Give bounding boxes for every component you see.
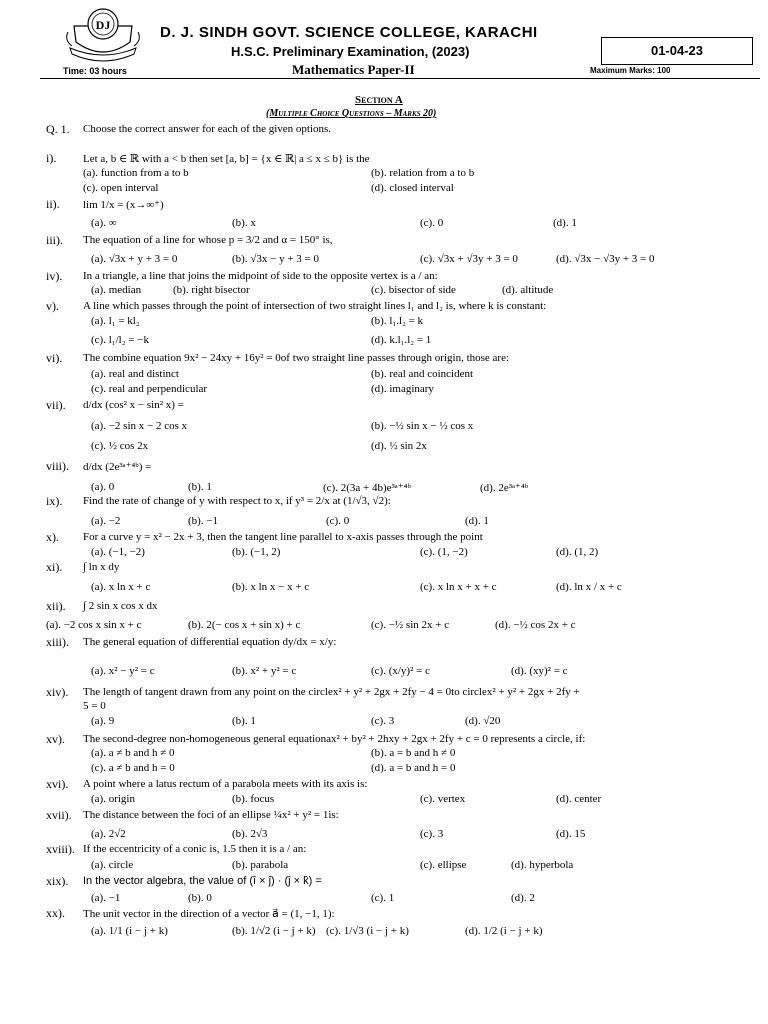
option-c: (c). 3 (371, 715, 395, 727)
question-number: vi). (46, 351, 63, 365)
option-a: (a). √3x + y + 3 = 0 (91, 253, 178, 265)
option-b: (b). 1/√2 (i − j + k) (232, 925, 316, 937)
option-d: (d). ½ sin 2x (371, 440, 427, 452)
option-a: (a). (−1, −2) (91, 546, 145, 558)
option-b: (b). −½ sin x − ½ cos x (371, 420, 474, 432)
question-text-continued: 5 = 0 (83, 700, 106, 712)
option-c: (c). 3 (420, 828, 444, 840)
option-d: (d). ln x / x + c (556, 581, 622, 593)
option-a: (a). −2 sin x − 2 cos x (91, 420, 188, 432)
option-a: (a). 1/1 (i − j + k) (91, 925, 168, 937)
question-number: i). (46, 151, 57, 165)
question-text: ∫ 2 sin x cos x dx (83, 600, 158, 612)
option-d: (d). 1 (465, 515, 489, 527)
question-number: x). (46, 530, 59, 544)
option-d: (d). imaginary (371, 383, 434, 395)
option-d: (d). k.l₁.l₂ = 1 (371, 334, 432, 346)
option-d: (d). a = b and h = 0 (371, 762, 456, 774)
option-c: (c). open interval (83, 182, 159, 194)
option-a: (a). 2√2 (91, 828, 126, 840)
question-number: iii). (46, 233, 63, 247)
option-d: (d). closed interval (371, 182, 454, 194)
option-b: (b). real and coincident (371, 368, 474, 380)
option-b: (b). focus (232, 793, 275, 805)
option-d: (d). √3x − √3y + 3 = 0 (556, 253, 655, 265)
instruction: Choose the correct answer for each of the given options. (83, 123, 332, 135)
option-a: (a). real and distinct (91, 368, 179, 380)
option-a: (a). 0 (91, 481, 115, 493)
option-b: (b). 1 (232, 715, 256, 727)
question-number: vii). (46, 398, 66, 412)
question-number: xvi). (46, 777, 69, 791)
option-a: (a). median (91, 284, 142, 296)
option-c: (c). bisector of side (371, 284, 456, 296)
question-number: xiii). (46, 635, 69, 649)
question-text: The equation of a line for whose p = 3/2 and α = 150° is, (83, 234, 333, 246)
question-number: xviii). (46, 842, 75, 856)
question-number: xv). (46, 732, 65, 746)
option-b: (b). 2√3 (232, 828, 268, 840)
option-a: (a). function from a to b (83, 167, 189, 179)
question-number: xx). (46, 906, 65, 920)
option-b: (b). −1 (188, 515, 219, 527)
option-b: (b). right bisector (173, 284, 250, 296)
option-d: (d). 2e³ᵃ⁺⁴ᵇ (480, 482, 529, 494)
question-text: If the eccentricity of a conic is, 1.5 then it is a / an: (83, 843, 307, 855)
option-a: (a). ∞ (91, 217, 117, 229)
option-a: (a). −2 cos x sin x + c (46, 619, 142, 631)
question-number: xvii). (46, 808, 72, 822)
option-c: (c). 1 (371, 892, 395, 904)
max-marks: Maximum Marks: 100 (590, 66, 671, 75)
option-c: (c). ½ cos 2x (91, 440, 149, 452)
option-a: (a). l₁ = kl₂ (91, 315, 140, 327)
question-text: The length of tangent drawn from any point on the circlex² + y² + 2gx + 2fy − 4 = 0to circlex² + y² + 2gx + 2fy + (83, 686, 580, 698)
question-number: xix). (46, 874, 69, 888)
option-b: (b). x (232, 217, 256, 229)
option-a: (a). x ln x + c (91, 581, 151, 593)
option-c: (c). (1, −2) (420, 546, 468, 558)
question-number: xiv). (46, 685, 69, 699)
option-d: (d). −½ cos 2x + c (495, 619, 576, 631)
option-c: (c). √3x + √3y + 3 = 0 (420, 253, 518, 265)
question-text: A line which passes through the point of intersection of two straight lines l₁ and l₂ is, where k is constant: (83, 300, 547, 312)
option-b: (b). a = b and h ≠ 0 (371, 747, 456, 759)
option-a: (a). −1 (91, 892, 121, 904)
question-text: d/dx (cos² x − sin² x) = (83, 399, 184, 411)
option-b: (b). x ln x − x + c (232, 581, 310, 593)
option-c: (c). a ≠ b and h = 0 (91, 762, 175, 774)
section-subtitle: (Multiple Choice Questions – Marks 20) (266, 108, 437, 119)
option-d: (d). 2 (511, 892, 535, 904)
option-b: (b). parabola (232, 859, 289, 871)
option-a: (a). 9 (91, 715, 115, 727)
time-label: Time: 03 hours (63, 66, 127, 76)
option-b: (b). √3x − y + 3 = 0 (232, 253, 319, 265)
option-b: (b). 2(− cos x + sin x) + c (188, 619, 301, 631)
question-text: In the vector algebra, the value of (î × ĵ) · (ĵ × k̂) = (83, 875, 322, 887)
question-text: d/dx (2e³ᵃ⁺⁴ᵇ) = (83, 461, 152, 473)
question-number: xi). (46, 560, 63, 574)
option-a: (a). a ≠ b and h ≠ 0 (91, 747, 175, 759)
question-number: iv). (46, 269, 63, 283)
question-text: In a triangle, a line that joins the midpoint of side to the opposite vertex is a / an: (83, 270, 438, 282)
question-text: A point where a latus rectum of a parabola meets with its axis is: (83, 778, 368, 790)
option-c: (c). real and perpendicular (91, 383, 208, 395)
option-c: (c). (x/y)² = c (371, 665, 430, 677)
question-text: ∫ ln x dy (83, 561, 120, 573)
question-text: Let a, b ∈ ℝ with a < b then set [a, b] = {x ∈ ℝ| a ≤ x ≤ b} is the (83, 153, 370, 165)
svg-text:DJ: DJ (95, 18, 111, 32)
option-b: (b). (−1, 2) (232, 546, 281, 558)
question-text: The unit vector in the direction of a vector a⃗ = (1, −1, 1): (83, 908, 335, 920)
option-d: (d). altitude (502, 284, 554, 296)
option-d: (d). 1/2 (i − j + k) (465, 925, 543, 937)
option-c: (c). x ln x + x + c (420, 581, 497, 593)
question-number: Q. 1. (46, 122, 70, 136)
option-a: (a). −2 (91, 515, 121, 527)
question-number: xii). (46, 599, 66, 613)
option-d: (d). 1 (553, 217, 577, 229)
question-number: viii). (46, 459, 69, 473)
question-text: The general equation of differential equation dy/dx = x/y: (83, 636, 337, 648)
option-a: (a). circle (91, 859, 134, 871)
exam-title: H.S.C. Preliminary Examination, (2023) (231, 44, 470, 59)
option-d: (d). center (556, 793, 602, 805)
option-c: (c). 0 (326, 515, 350, 527)
question-number: ix). (46, 494, 63, 508)
question-text: lim 1/x = (x→∞⁺) (83, 199, 164, 211)
option-d: (d). √20 (465, 715, 501, 727)
question-number: ii). (46, 197, 60, 211)
option-c: (c). 0 (420, 217, 444, 229)
college-name: D. J. SINDH GOVT. SCIENCE COLLEGE, KARACHI (160, 24, 538, 41)
option-a: (a). x² − y² = c (91, 665, 155, 677)
question-number: v). (46, 299, 59, 313)
section-title: Section A (355, 94, 403, 106)
header-divider (40, 78, 760, 79)
option-c: (c). l₁/l₂ = −k (91, 334, 149, 346)
option-d: (d). 15 (556, 828, 586, 840)
option-c: (c). 2(3a + 4b)e³ᵃ⁺⁴ᵇ (323, 482, 411, 494)
question-text: The combine equation 9x² − 24xy + 16y² = 0of two straight line passes through origin, those are: (83, 352, 510, 364)
option-c: (c). ellipse (420, 859, 467, 871)
question-text: Find the rate of change of y with respect to x, if y³ = 2/x at (1/√3, √2): (83, 495, 391, 507)
option-b: (b). 0 (188, 892, 212, 904)
college-logo (62, 4, 144, 64)
option-c: (c). −½ sin 2x + c (371, 619, 450, 631)
question-text: The second-degree non-homogeneous general equationax² + by² + 2hxy + 2gx + 2fy + c = 0 represents a circle, if: (83, 733, 586, 745)
question-text: For a curve y = x² − 2x + 3, then the tangent line parallel to x-axis passes through the point (83, 531, 483, 543)
exam-date: 01-04-23 (601, 37, 753, 65)
option-c: (c). vertex (420, 793, 466, 805)
paper-title: Mathematics Paper-II (292, 62, 415, 77)
question-text: The distance between the foci of an ellipse ¼x² + y² = 1is: (83, 809, 339, 821)
option-b: (b). relation from a to b (371, 167, 475, 179)
option-d: (d). (xy)² = c (511, 665, 568, 677)
option-d: (d). hyperbola (511, 859, 574, 871)
option-b: (b). l₁.l₂ = k (371, 315, 424, 327)
option-b: (b). 1 (188, 481, 212, 493)
option-b: (b). x² + y² = c (232, 665, 297, 677)
option-a: (a). origin (91, 793, 135, 805)
option-d: (d). (1, 2) (556, 546, 599, 558)
option-c: (c). 1/√3 (i − j + k) (326, 925, 409, 937)
